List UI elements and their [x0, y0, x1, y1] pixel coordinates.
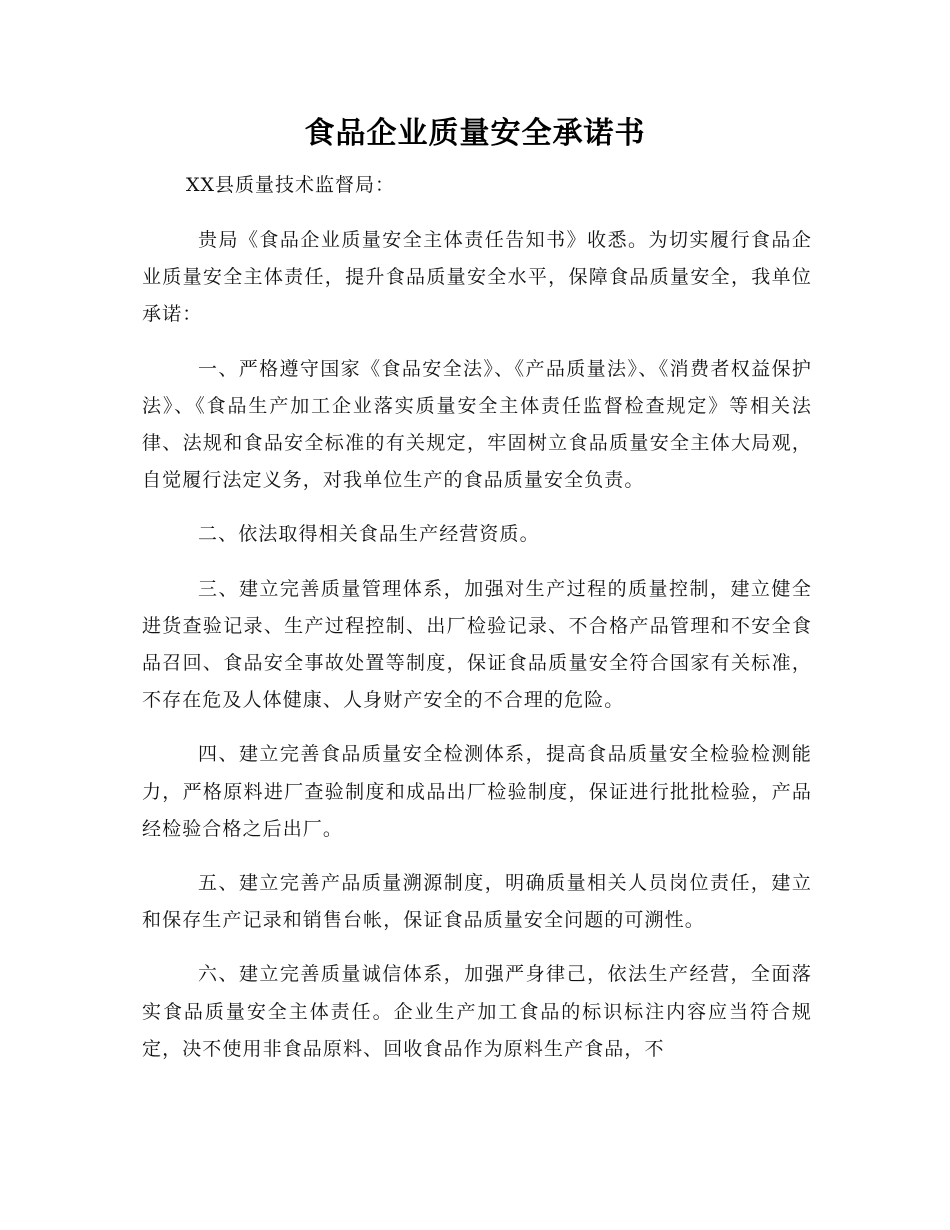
salutation: XX县质量技术监督局：: [186, 174, 396, 196]
document-body: [142, 222, 812, 1085]
paragraph-item-3: 三、建立完善质量管理体系，加强对生产过程的质量控制，建立健全进货查验记录、生产过程控制、出厂检验记录、不合格产品管理和不安全食品召回、食品安全事故处置等制度，保证食品质量安全符合国家有关标准，不存在危及人体健康、人身财产安全的不合理的危险。: [142, 577, 812, 712]
paragraph-item-2: 二、依法取得相关食品生产经营资质。: [198, 523, 540, 546]
paragraph-item-1: 一、严格遵守国家《食品安全法》、《产品质量法》、《消费者权益保护法》、《食品生产加工企业落实质量安全主体责任监督检查规定》等相关法律、法规和食品安全标准的有关规定，牢固树立食品质量安全主体大局观，自觉履行法定义务，对我单位生产的食品质量安全负责。: [142, 357, 812, 492]
document-title: 食品企业质量安全承诺书: [304, 116, 646, 151]
paragraph-item-6: 六、建立完善质量诚信体系，加强严身律己，依法生产经营，全面落实食品质量安全主体责任。企业生产加工食品的标识标注内容应当符合规定，决不使用非食品原料、回收食品作为原料生产食品，不: [142, 963, 812, 1060]
paragraph-intro: 贵局《食品企业质量安全主体责任告知书》收悉。为切实履行食品企业质量安全主体责任，提升食品质量安全水平，保障食品质量安全，我单位承诺：: [142, 229, 812, 326]
paragraph-item-5: 五、建立完善产品质量溯源制度，明确质量相关人员岗位责任，建立和保存生产记录和销售台帐，保证食品质量安全问题的可溯性。: [142, 872, 812, 932]
paragraph-item-4: 四、建立完善食品质量安全检测体系，提高食品质量安全检验检测能力，严格原料进厂查验制度和成品出厂检验制度，保证进行批批检验，产品经检验合格之后出厂。: [142, 743, 812, 840]
